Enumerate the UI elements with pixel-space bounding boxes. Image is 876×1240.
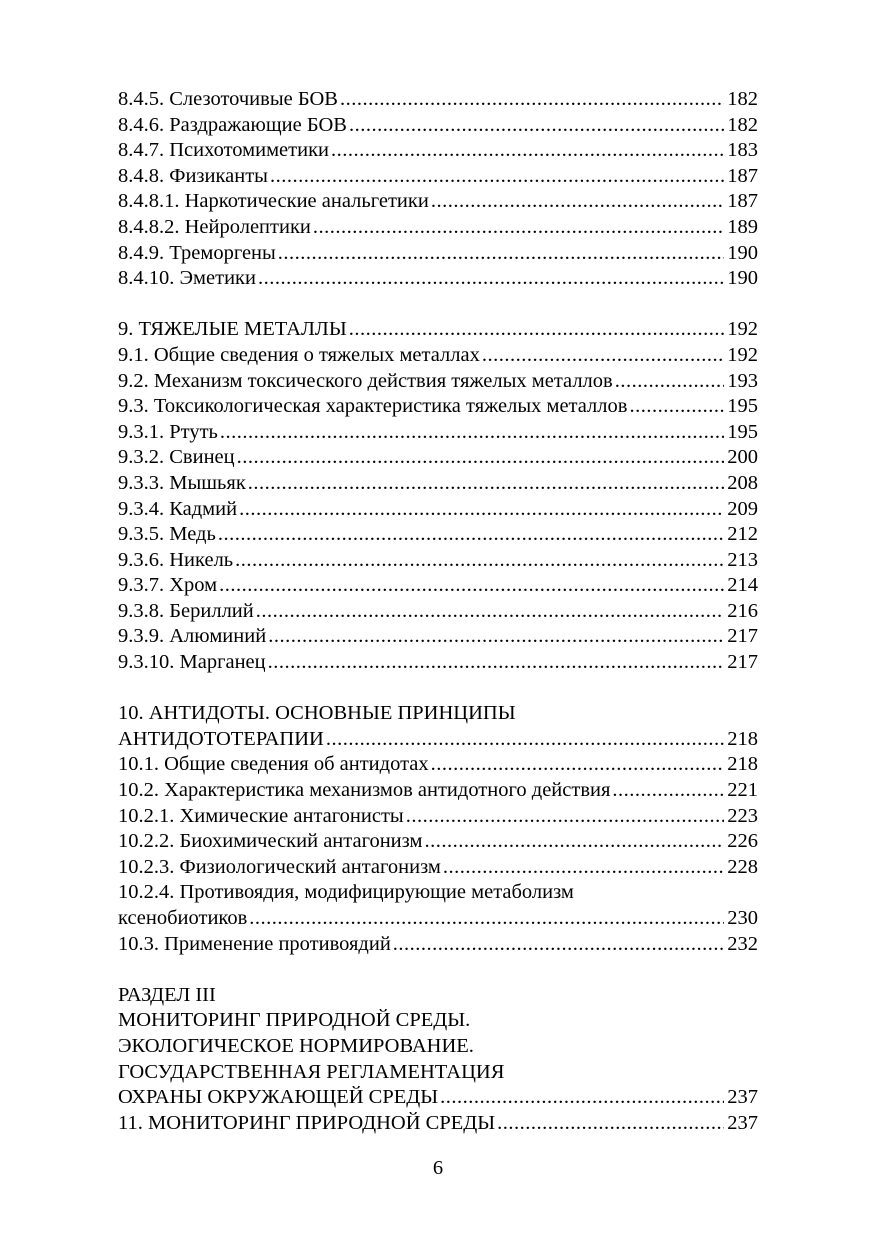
section-gap [118,957,758,983]
toc-entry-page: 212 [727,523,758,546]
toc-entry[interactable] [118,932,758,958]
dot-leader [268,624,724,650]
toc-entry-page: 208 [727,471,758,494]
dot-leader [482,343,724,369]
dot-leader [431,752,725,778]
toc-heading-line[interactable] [118,1008,758,1034]
toc-entry[interactable] [118,497,758,523]
dot-leader [349,317,725,343]
page-number: 6 [432,1157,444,1179]
toc-entry-title: 9.3.5. Медь [118,523,216,546]
toc-entry-page: 217 [727,625,758,648]
toc-heading-text: МОНИТОРИНГ ПРИРОДНОЙ СРЕДЫ. [118,1009,471,1032]
toc-entry[interactable] [118,113,758,139]
toc-entry[interactable] [118,650,758,676]
toc-entry-title: 9.3.10. Марганец [118,651,266,674]
toc-entry-title: 10.3. Применение противоядий [118,932,391,955]
toc-entry[interactable] [118,215,758,241]
dot-leader [220,420,724,446]
dot-leader [497,1111,724,1137]
toc-entry-title: 10.2.4. Противоядия, модифицирующие метаболизм [118,881,574,904]
toc-entry[interactable] [118,1111,758,1137]
toc-entry-page: 192 [727,318,758,341]
toc-entry[interactable] [118,471,758,497]
toc-entry-title: 8.4.8.1. Наркотические анальгетики [118,190,429,213]
dot-leader [443,855,724,881]
dot-leader [237,445,725,471]
toc-entry[interactable] [118,241,758,267]
toc-entry-page: 237 [727,1086,758,1109]
toc-entry-title: 11. МОНИТОРИНГ ПРИРОДНОЙ СРЕДЫ [118,1111,496,1134]
toc-heading-line[interactable] [118,880,758,906]
dot-leader [424,829,724,855]
dot-leader [218,522,724,548]
toc-entry-title: ОХРАНЫ ОКРУЖАЮЩЕЙ СРЕДЫ [118,1086,439,1109]
toc-entry-title: 10.2.2. Биохимический антагонизм [118,830,423,853]
toc-entry[interactable] [118,752,758,778]
toc-entry-page: 217 [727,651,758,674]
toc-entry[interactable] [118,87,758,113]
toc-entry[interactable] [118,573,758,599]
toc-entry-title: 10.2.1. Химические антагонисты [118,804,404,827]
toc-entry[interactable] [118,317,758,343]
dot-leader [270,164,724,190]
toc-entry[interactable] [118,804,758,830]
toc-heading-text: 10. АНТИДОТЫ. ОСНОВНЫЕ ПРИНЦИПЫ [118,702,516,725]
toc-heading-text: ЭКОЛОГИЧЕСКОЕ НОРМИРОВАНИЕ. [118,1034,474,1057]
toc-entry[interactable] [118,906,758,932]
toc-entry-title: 8.4.5. Слезоточивые БОВ [118,88,338,110]
toc-entry-page: 216 [727,599,758,622]
dot-leader [612,778,724,804]
toc-entry[interactable] [118,164,758,190]
dot-leader [256,599,725,625]
toc-heading-text: РАЗДЕЛ III [118,983,216,1006]
toc-entry[interactable] [118,599,758,625]
toc-entry-title: 9.3.8. Бериллий [118,599,254,622]
toc-entry[interactable] [118,829,758,855]
toc-entry-page: 187 [727,164,758,187]
toc-entry-title: 9.3. Токсикологическая характеристика тяжелых металлов [118,395,628,418]
toc-entry-page: 195 [727,420,758,443]
dot-leader [393,932,724,958]
dot-leader [431,189,724,215]
toc-entry-page: 182 [727,88,758,110]
toc-entry-page: 237 [727,1111,758,1134]
toc-entry-page: 190 [727,267,758,290]
toc-entry[interactable] [118,445,758,471]
toc-entry[interactable] [118,266,758,292]
toc-entry[interactable] [118,189,758,215]
toc-entry[interactable] [118,138,758,164]
toc-entry-title: 9.3.6. Никель [118,548,234,571]
toc-entry-page: 213 [727,548,758,571]
toc-entry-page: 228 [727,855,758,878]
toc-entry-title: 10.2.3. Физиологический антагонизм [118,855,441,878]
toc-entry-page: 223 [727,804,758,827]
toc-heading-line[interactable] [118,983,758,1009]
section-gap [118,676,758,702]
toc-entry-page: 187 [727,190,758,213]
toc-entry[interactable] [118,548,758,574]
dot-leader [258,266,724,292]
toc-entry-page: 189 [727,215,758,238]
dot-leader [313,215,724,241]
toc-entry-page: 214 [727,574,758,597]
toc-heading-line[interactable] [118,701,758,727]
section-gap [118,292,758,318]
toc-entry-page: 193 [727,369,758,392]
dot-leader [406,804,725,830]
toc-entry-title: 9.2. Механизм токсического действия тяжелых металлов [118,369,613,392]
toc-entry[interactable] [118,420,758,446]
toc-heading-line[interactable] [118,1060,758,1086]
toc-entry-page: 200 [727,446,758,469]
toc-entry-title: 9.3.9. Алюминий [118,625,267,648]
toc-entry-page: 192 [727,343,758,366]
toc-entry-page: 182 [727,113,758,136]
toc-entry-title: 10.1. Общие сведения об антидотах [118,753,429,776]
dot-leader [235,548,724,574]
toc-entry-title: 8.4.10. Эметики [118,267,256,290]
toc-entry[interactable] [118,343,758,369]
toc-heading-text: ГОСУДАРСТВЕННАЯ РЕГЛАМЕНТАЦИЯ [118,1060,505,1083]
dot-leader [615,369,725,395]
dot-leader [440,1085,724,1111]
dot-leader [326,727,724,753]
toc-entry-page: 218 [727,727,758,750]
toc-entry[interactable] [118,727,758,753]
toc-entry-page: 209 [727,497,758,520]
toc-entry-page: 183 [727,139,758,162]
toc-entry[interactable] [118,394,758,420]
dot-leader [629,394,724,420]
toc-entry-title: 8.4.8.2. Нейролептики [118,215,311,238]
toc-entry[interactable] [118,778,758,804]
dot-leader [278,241,724,267]
toc-entry-page: 221 [727,779,758,802]
toc-entry-title: 10.2. Характеристика механизмов антидотного действия [118,779,611,802]
toc-entry-title: ксенобиотиков [118,907,248,929]
dot-leader [239,497,724,523]
toc-entry-title: 9.3.1. Ртуть [118,420,218,443]
toc-entry-title: 9. ТЯЖЕЛЫЕ МЕТАЛЛЫ [118,318,347,341]
toc-entry-page: 230 [727,907,758,929]
toc-entry-title: 9.1. Общие сведения о тяжелых металлах [118,343,480,366]
dot-leader [268,650,725,676]
toc-entry-page: 232 [727,932,758,955]
toc-entry-title: 9.3.4. Кадмий [118,497,238,520]
toc-entry[interactable] [118,369,758,395]
toc-entry[interactable] [118,522,758,548]
toc-entry-page: 226 [727,830,758,853]
dot-leader [219,573,724,599]
toc-entry-title: 9.3.3. Мышьяк [118,471,246,494]
table-of-contents [118,87,758,1136]
toc-entry-title: 8.4.7. Психотомиметики [118,139,329,162]
dot-leader [340,87,724,113]
toc-entry-page: 195 [727,395,758,418]
dot-leader [349,113,724,139]
toc-entry-title: 9.3.2. Свинец [118,446,235,469]
toc-entry-page: 218 [727,753,758,776]
dot-leader [248,471,724,497]
toc-entry-title: 8.4.8. Физиканты [118,164,268,187]
dot-leader [331,138,724,164]
dot-leader [249,906,724,932]
toc-entry-title: 8.4.9. Треморгены [118,241,276,264]
toc-entry[interactable] [118,1085,758,1111]
toc-heading-line[interactable] [118,1034,758,1060]
toc-entry[interactable] [118,624,758,650]
toc-entry-title: АНТИДОТОТЕРАПИИ [118,727,324,750]
toc-entry[interactable] [118,855,758,881]
toc-entry-title: 8.4.6. Раздражающие БОВ [118,113,347,136]
toc-entry-page: 190 [727,241,758,264]
toc-entry-title: 9.3.7. Хром [118,574,218,597]
